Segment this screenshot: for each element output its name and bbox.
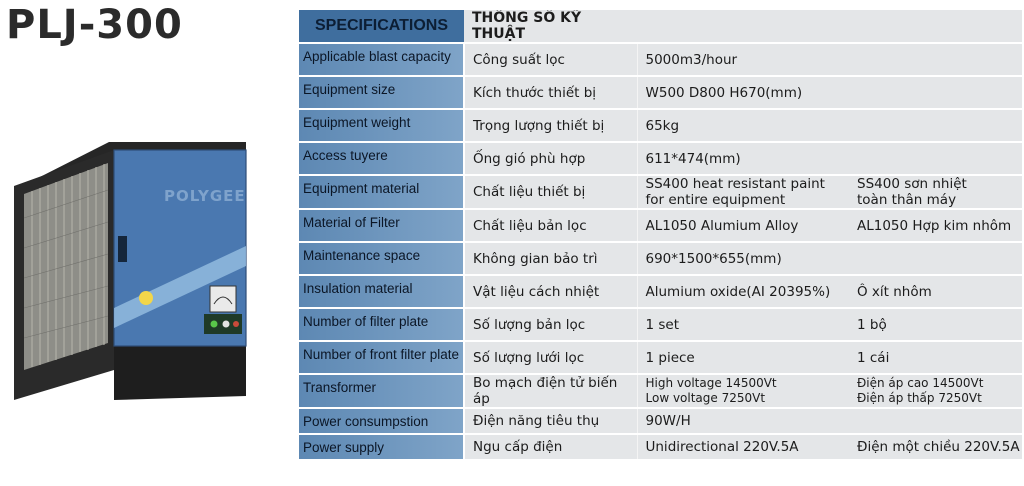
spec-value-line: SS400 heat resistant paint <box>645 176 825 192</box>
header-specifications: SPECIFICATIONS <box>299 10 464 43</box>
spec-label-en: Access tuyere <box>299 142 464 175</box>
spec-label-en: Insulation material <box>299 275 464 308</box>
spec-label-vi: Số lượng lưới lọc <box>464 341 637 374</box>
spec-value: AL1050 Alumium Alloy <box>637 209 851 242</box>
table-row <box>299 242 1022 275</box>
spec-value-line: Low voltage 7250Vt <box>645 391 766 405</box>
table-row <box>299 43 1022 76</box>
spec-label-en: Equipment material <box>299 175 464 209</box>
spec-label-en: Equipment weight <box>299 109 464 142</box>
spec-label-en: Number of front filter plate <box>299 341 464 374</box>
table-row <box>299 408 1022 434</box>
spec-label-vi: Ngu cấp điện <box>464 434 637 460</box>
spec-label-vi: Số lượng bản lọc <box>464 308 637 341</box>
spec-value-vi: 1 cái <box>851 341 1022 374</box>
spec-label-vi: Chất liệu thiết bị <box>464 175 637 209</box>
table-row <box>299 374 1022 408</box>
spec-label-en: Power supply <box>299 434 464 460</box>
spec-label-vi: Ống gió phù hợp <box>464 142 637 175</box>
table-row <box>299 175 1022 209</box>
spec-value-vi: Điện một chiều 220V.5A <box>851 434 1022 460</box>
spec-value-vi-line: Điện áp thấp 7250Vt <box>857 391 982 405</box>
spec-value-vi <box>851 374 1022 408</box>
table-row <box>299 142 1022 175</box>
spec-value: 90W/H <box>637 408 1022 434</box>
spec-label-en: Applicable blast capacity <box>299 43 464 76</box>
spec-label-en: Transformer <box>299 374 464 408</box>
spec-value-vi: 1 bộ <box>851 308 1022 341</box>
spec-value: 1 piece <box>637 341 851 374</box>
spec-value: 611*474(mm) <box>637 142 1022 175</box>
spec-value: 5000m3/hour <box>637 43 1022 76</box>
spec-label-en: Maintenance space <box>299 242 464 275</box>
table-row <box>299 209 1022 242</box>
brand-logo-text: POLYGEE <box>164 187 246 205</box>
spec-value-line: for entire equipment <box>645 192 786 208</box>
spec-value: 1 set <box>637 308 851 341</box>
spec-value: 690*1500*655(mm) <box>637 242 1022 275</box>
table-row <box>299 341 1022 374</box>
spec-value-vi: AL1050 Hợp kim nhôm <box>851 209 1022 242</box>
spec-value-line: High voltage 14500Vt <box>645 376 777 390</box>
spec-label-vi: Không gian bảo trì <box>464 242 637 275</box>
spec-value: W500 D800 H670(mm) <box>637 76 1022 109</box>
table-row <box>299 275 1022 308</box>
spec-value: 65kg <box>637 109 1022 142</box>
spec-value-vi: Ô xít nhôm <box>851 275 1022 308</box>
spec-label-en: Material of Filter <box>299 209 464 242</box>
table-row <box>299 308 1022 341</box>
spec-label-en: Equipment size <box>299 76 464 109</box>
spec-value-vi-line: toàn thân máy <box>857 192 957 208</box>
spec-label-vi: Công suất lọc <box>464 43 637 76</box>
spec-label-vi: Bo mạch điện tử biến áp <box>464 374 637 408</box>
air-purifier-product-image <box>14 138 264 403</box>
spec-value <box>637 175 851 209</box>
table-row <box>299 76 1022 109</box>
specifications-table <box>299 10 1022 461</box>
spec-label-vi: Vật liệu cách nhiệt <box>464 275 637 308</box>
spec-label-en: Power consumpstion <box>299 408 464 434</box>
spec-label-en: Number of filter plate <box>299 308 464 341</box>
table-header-row <box>299 10 1022 43</box>
spec-label-vi: Kích thước thiết bị <box>464 76 637 109</box>
model-title: PLJ-300 <box>6 2 183 48</box>
spec-value-vi-line: SS400 sơn nhiệt <box>857 176 967 192</box>
table-row <box>299 109 1022 142</box>
spec-value: Unidirectional 220V.5A <box>637 434 851 460</box>
spec-label-vi: Trọng lượng thiết bị <box>464 109 637 142</box>
spec-label-vi: Điện năng tiêu thụ <box>464 408 637 434</box>
spec-value-vi-line: Điện áp cao 14500Vt <box>857 376 984 390</box>
spec-value: Alumium oxide(AI 20395%) <box>637 275 851 308</box>
spec-value-vi <box>851 175 1022 209</box>
spec-label-vi: Chất liệu bản lọc <box>464 209 637 242</box>
table-row <box>299 434 1022 460</box>
spec-value <box>637 374 851 408</box>
header-thong-so-ky-thuat: THÔNG SỐ KỸ THUẬT <box>464 10 637 43</box>
